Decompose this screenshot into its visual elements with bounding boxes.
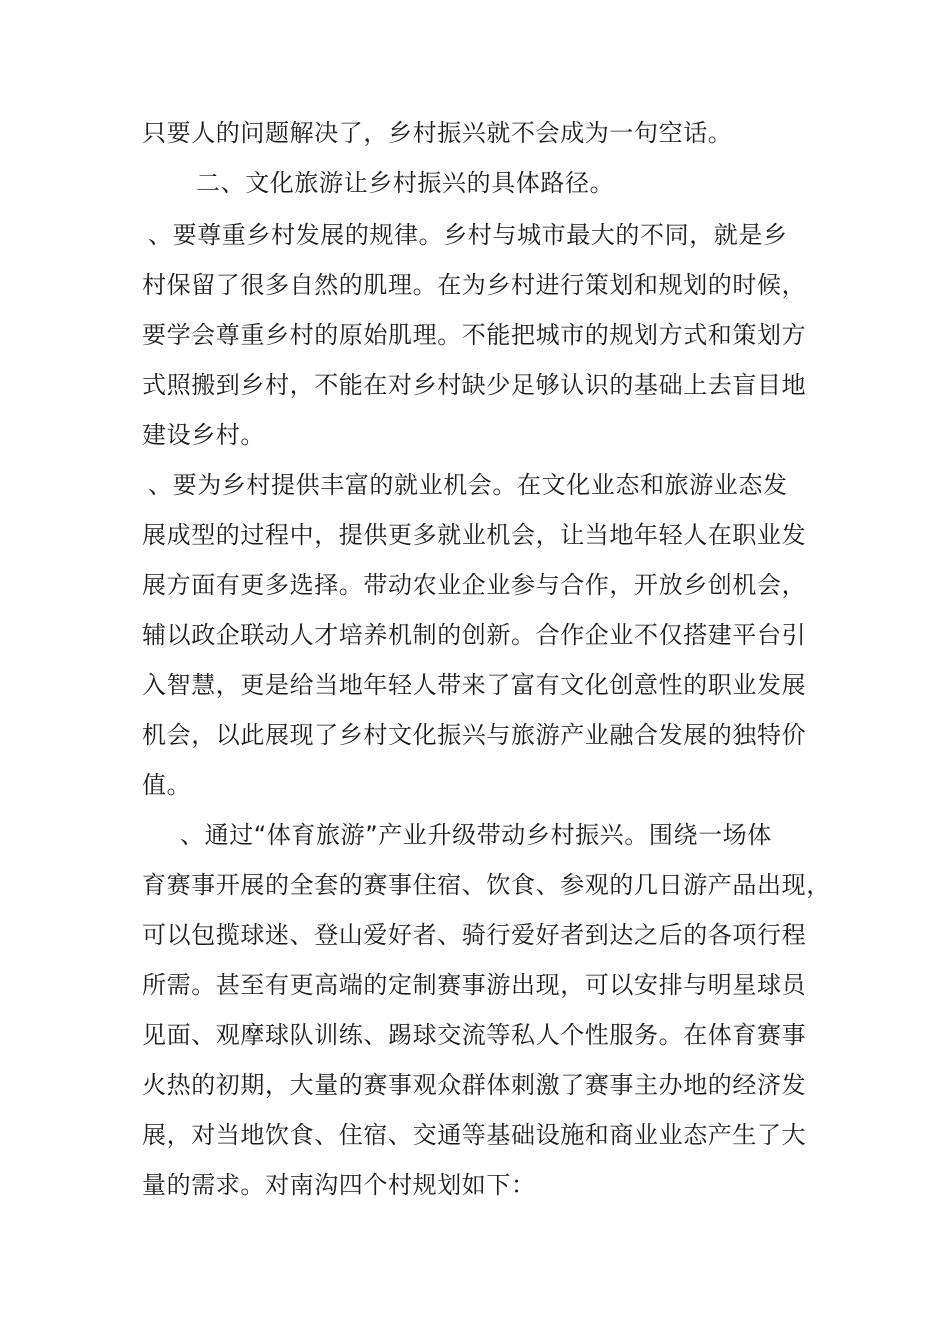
text-line: 、要为乡村提供丰富的就业机会。在文化业态和旅游业态发 bbox=[148, 471, 788, 499]
section-heading: 二、文化旅游让乡村振兴的具体路径。 bbox=[196, 169, 615, 197]
text-line: 式照搬到乡村，不能在对乡村缺少足够认识的基础上去盲目地 bbox=[142, 371, 807, 399]
text-line: 火热的初期，大量的赛事观众群体刺激了赛事主办地的经济发 bbox=[142, 1071, 807, 1099]
text-line: 展方面有更多选择。带动农业企业参与合作，开放乡创机会， bbox=[142, 571, 807, 599]
text-line: 机会，以此展现了乡村文化振兴与旅游产业融合发展的独特价 bbox=[142, 721, 807, 749]
text-line: 、要尊重乡村发展的规律。乡村与城市最大的不同，就是乡 bbox=[148, 221, 788, 249]
text-line: 可以包揽球迷、登山爱好者、骑行爱好者到达之后的各项行程 bbox=[142, 921, 807, 949]
text-line: 村保留了很多自然的肌理。在为乡村进行策划和规划的时候， bbox=[142, 271, 807, 299]
text-line: 见面、观摩球队训练、踢球交流等私人个性服务。在体育赛事 bbox=[142, 1021, 807, 1049]
text-line: 、通过“体育旅游”产业升级带动乡村振兴。围绕一场体 bbox=[180, 821, 772, 849]
text-line: 展成型的过程中，提供更多就业机会，让当地年轻人在职业发 bbox=[142, 521, 807, 549]
text-line: 值。 bbox=[142, 771, 192, 799]
text-line: 所需。甚至有更高端的定制赛事游出现，可以安排与明星球员 bbox=[142, 971, 807, 999]
text-line: 建设乡村。 bbox=[142, 421, 265, 449]
text-line: 育赛事开展的全套的赛事住宿、饮食、参观的几日游产品出现， bbox=[142, 871, 831, 899]
text-line: 辅以政企联动人才培养机制的创新。合作企业不仅搭建平台引 bbox=[142, 621, 807, 649]
text-line: 展，对当地饮食、住宿、交通等基础设施和商业业态产生了大 bbox=[142, 1121, 807, 1149]
text-line: 入智慧，更是给当地年轻人带来了富有文化创意性的职业发展 bbox=[142, 671, 807, 699]
text-line: 要学会尊重乡村的原始肌理。不能把城市的规划方式和策划方 bbox=[142, 321, 807, 349]
text-line: 量的需求。对南沟四个村规划如下： bbox=[142, 1171, 536, 1199]
text-line: 只要人的问题解决了，乡村振兴就不会成为一句空话。 bbox=[142, 119, 733, 147]
